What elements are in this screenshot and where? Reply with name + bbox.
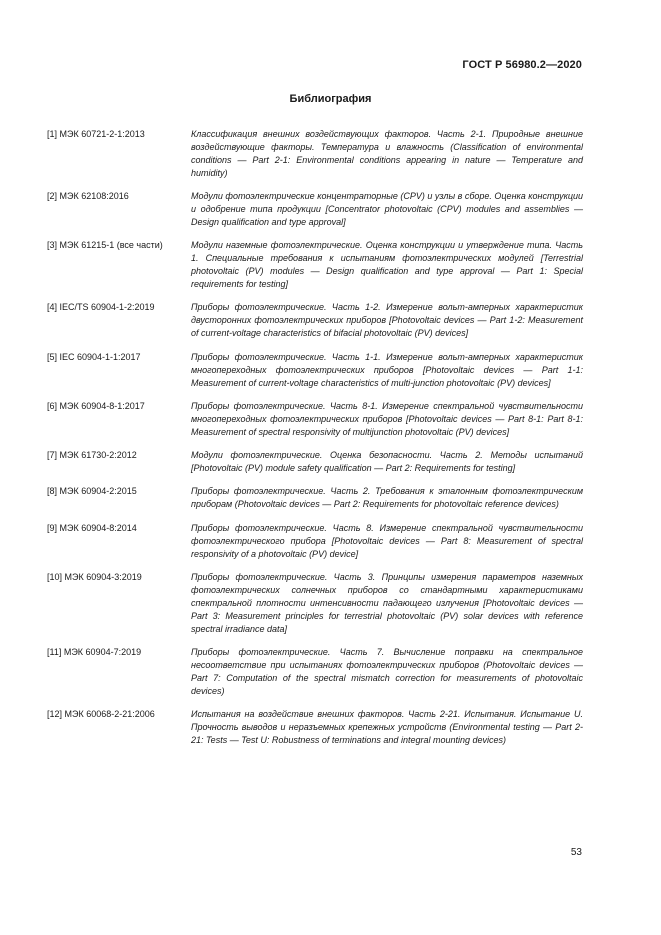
bibliography-title: Библиография [289, 93, 372, 105]
entry-description: Модули фотоэлектрические концентраторные (CPV) и узлы в сборе. Оценка конструкции и одобрение типа продукции [Concentrator photovoltaic (CPV) modules and assemblies — Design qualification and type approval] [191, 191, 583, 227]
entry-reference: [2] МЭК 62108:2016 [47, 191, 129, 202]
bibliography-entry [47, 449, 583, 475]
entry-reference: [3] МЭК 61215-1 (все части) [47, 240, 163, 251]
entry-reference: [5] IEC 60904-1-1:2017 [47, 351, 141, 362]
entry-reference: [7] МЭК 61730-2:2012 [47, 450, 137, 461]
bibliography-entry [47, 708, 583, 747]
bibliography-list [47, 128, 583, 757]
bibliography-entry [47, 301, 583, 340]
entry-reference: [1] МЭК 60721-2-1:2013 [47, 129, 145, 139]
entry-reference: [10] МЭК 60904-3:2019 [47, 571, 142, 582]
bibliography-entry [47, 646, 583, 698]
page-number: 53 [570, 847, 582, 858]
entry-description: Приборы фотоэлектрические. Часть 1-1. Измерение вольт-амперных характеристик многопереходных фотоэлектрических приборов [Photovoltaic devices — Part 1-1: Measurement of current-voltage characteristics of multi-junction photovoltaic (PV) devices] [191, 351, 583, 388]
entry-reference: [9] МЭК 60904-8:2014 [47, 522, 137, 533]
entry-description: Приборы фотоэлектрические. Часть 7. Вычисление поправки на спектральное несоответствие при испытаниях фотоэлектрических приборов (Photovoltaic devices — Part 7: Computation of the spectral mismatch correction for measurements of photovoltaic devices) [191, 647, 583, 696]
entry-reference: [6] МЭК 60904-8-1:2017 [47, 400, 145, 411]
entry-reference: [4] IEC/TS 60904-1-2:2019 [47, 302, 155, 313]
bibliography-entry [47, 571, 583, 636]
entry-description: Испытания на воздействие внешних факторов. Часть 2-21. Испытания. Испытание U. Прочность выводов и неразъемных крепежных устройств (Environmental testing — Part 2-21: Tests — Test U: Robustness of terminations and integral mounting devices) [191, 709, 583, 745]
document-code: ГОСТ Р 56980.2—2020 [462, 59, 582, 71]
bibliography-entry [47, 400, 583, 439]
bibliography-entry [47, 522, 583, 561]
entry-description: Приборы фотоэлектрические. Часть 2. Требования к эталонным фотоэлектрическим приборам (Photovoltaic devices — Part 2: Requirements for photovoltaic reference devices) [191, 486, 583, 510]
entry-reference: [12] МЭК 60068-2-21:2006 [47, 709, 155, 720]
entry-description: Классификация внешних воздействующих факторов. Часть 2-1. Природные внешние воздействующие факторы. Температура и влажность (Classification of environmental conditions — Part 2-1: Environmental conditions appearing in nature — Temperature and humidity) [191, 129, 583, 178]
entry-description: Приборы фотоэлектрические. Часть 8-1. Измерение спектральной чувствительности многопереходных фотоэлектрических приборов [Photovoltaic devices — Part 8-1: Part 8-1: Measurement of spectral responsivity of multijunction photovoltaic (PV) devices] [191, 400, 583, 437]
entry-reference: [8] МЭК 60904-2:2015 [47, 486, 137, 497]
bibliography-entry [47, 128, 583, 180]
entry-description: Приборы фотоэлектрические. Часть 8. Измерение спектральной чувствительности фотоэлектрического прибора [Photovoltaic devices — Part 8: Measurement of spectral responsivity of a photovoltaic (PV) device] [191, 522, 583, 559]
entry-description: Модули наземные фотоэлектрические. Оценка конструкции и утверждение типа. Часть 1. Специальные требования к испытаниям фотоэлектрических модулей [Terrestrial photovoltaic (PV) modules — Design qualification and type approval — Part 1: Special requirements for testing] [191, 240, 583, 290]
entry-description: Приборы фотоэлектрические. Часть 3. Принципы измерения параметров наземных фотоэлектрических солнечных приборов со стандартными характеристиками спектральной плотности интенсивности падающего излучения [Photovoltaic devices — Part 3: Measurement principles for terrestrial photovoltaic (PV) solar devices with reference spectral irradiance data] [191, 571, 583, 634]
entry-description: Модули фотоэлектрические. Оценка безопасности. Часть 2. Методы испытаний [Photovoltaic (PV) module safety qualification — Part 2: Requirements for testing] [191, 450, 583, 474]
entry-reference: [11] МЭК 60904-7:2019 [47, 647, 142, 657]
bibliography-entry [47, 239, 583, 291]
bibliography-entry [47, 351, 583, 390]
bibliography-entry [47, 485, 583, 511]
entry-description: Приборы фотоэлектрические. Часть 1-2. Измерение вольт-амперных характеристик двусторонних фотоэлектрических приборов [Photovoltaic devices — Part 1-2: Measurement of current-voltage characteristics of bifacial photovoltaic (PV) devices] [191, 302, 583, 339]
bibliography-entry [47, 190, 583, 229]
